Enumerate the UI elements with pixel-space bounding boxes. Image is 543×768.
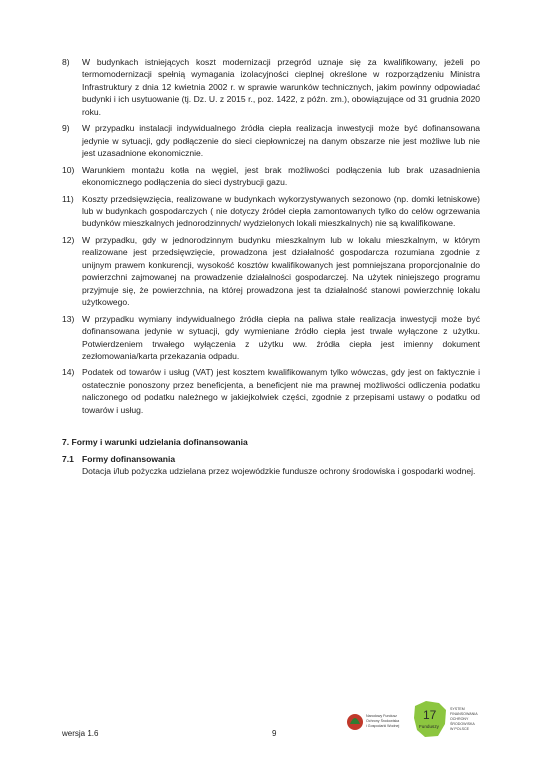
list-item xyxy=(62,193,480,230)
item-text: W budynkach istniejących koszt modernizacji przegród uznaje się za kwalifikowany, jeżeli po termomodernizacji spełnią wymagania izolacyjności cieplnej określone w rozporządzeniu Ministra Infrastruktury z dnia 12 kwietnia 2002 r. w sprawie warunków technicznych, jakim powinny odpowiadać budynki i ich usytuowanie (tj. Dz. U. z 2015 r., poz. 1422, z późn. zm.), obowiązujące od 31 grudnia 2020 roku. xyxy=(82,57,480,117)
svg-text:i Gospodarki Wodnej: i Gospodarki Wodnej xyxy=(366,724,400,728)
item-number: 9) xyxy=(62,123,70,134)
list-item xyxy=(62,122,480,159)
item-text: W przypadku instalacji indywidualnego źródła ciepła realizacja inwestycji może być dofinansowana jedynie w sytuacji, gdy podłączenie do sieci ciepłowniczej na danym obszarze nie jest możliwe lub nie jest uzasadnione ekonomicznie. xyxy=(82,123,480,159)
system-17-funduszy-logo xyxy=(412,698,484,740)
item-text: Warunkiem montażu kotła na węgiel, jest brak możliwości podłączenia lub brak uzasadnienia ekonomicznego podłączenia do sieci dystrybucji gazu. xyxy=(82,164,480,188)
item-number: 12) xyxy=(62,234,75,245)
svg-text:OCHRONY: OCHRONY xyxy=(450,717,469,721)
nfos-logo-text: Narodowy Fundusz xyxy=(366,714,397,718)
conditions-list xyxy=(62,56,480,420)
item-number: 13) xyxy=(62,313,75,324)
item-number: 10) xyxy=(62,164,75,175)
item-text: Koszty przedsięwzięcia, realizowane w budynkach wykorzystywanych sezonowo (np. domki letniskowe) lub w budynkach gospodarczych ( nie dotyczy źródeł ciepła zamontowanych tylko do celów ogrzewania budynków mieszkalnych jednorodzinnych/ wydzielonych lokali mieszkalnych) nie są kwalifikowane. xyxy=(82,193,480,229)
item-text: W przypadku, gdy w jednorodzinnym budynku mieszkalnym lub w lokalu mieszkalnym, w którym realizowane jest przedsięwzięcie, prowadzona jest działalność gospodarcza rozumiana zgodnie z unijnym prawem konkurencji, wysokość kosztów kwalifikowanych jest pomniejszana proporcjonalnie do powierzchni zajmowanej na prowadzenie działalności gospodarczej. Na użytek niniejszego programu przyjmuje się, że powierzchnia, na której prowadzona jest ta działalność stanowi powierzchnię lokalu użytkowego. xyxy=(82,234,480,308)
nfos-logo xyxy=(346,704,408,738)
item-number: 14) xyxy=(62,367,75,378)
list-item xyxy=(62,56,480,118)
subsection-body: Dotacja i/lub pożyczka udzielana przez wojewódzkie fundusze ochrony środowiska i gospodarki wodnej. xyxy=(82,466,476,477)
item-text: Podatek od towarów i usług (VAT) jest kosztem kwalifikowanym tylko wówczas, gdy jest on faktycznie i ostatecznie ponoszony przez beneficjenta, a beneficjent nie ma prawnej możliwości odliczenia podatku naliczonego od podatku należnego w jakiejkolwiek części, zgodnie z przepisami ustawy o podatku od towarów i usług. xyxy=(82,367,480,415)
svg-text:W POLSCE: W POLSCE xyxy=(450,727,469,731)
svg-text:FINANSOWANIA: FINANSOWANIA xyxy=(450,712,478,716)
item-number: 8) xyxy=(62,57,70,67)
section-heading: 7. Formy i warunki udzielania dofinansowania xyxy=(62,437,248,447)
system-number: 17 xyxy=(423,708,437,722)
list-item xyxy=(62,234,480,309)
list-item xyxy=(62,164,480,189)
subsection xyxy=(62,453,480,478)
page-number: 9 xyxy=(272,729,277,738)
system-label: Funduszy xyxy=(419,724,439,729)
list-item xyxy=(62,313,480,363)
subsection-number: 7.1 xyxy=(62,454,74,464)
item-text: W przypadku wymiany indywidualnego źródła ciepła na paliwa stałe realizacja inwestycji może być dofinansowana jedynie w sytuacji, gdy wymieniane źródło ciepła jest trwale wyłączone z użytku. Potwierdzeniem trwałego wyłączenia z użytku ww. źródła ciepła jest imienny dokument zezłomowania/karta przekazania odpadu. xyxy=(82,313,480,361)
item-number: 11) xyxy=(62,193,74,204)
svg-text:ŚRODOWISKA: ŚRODOWISKA xyxy=(450,722,475,726)
subsection-title: Formy dofinansowania xyxy=(82,454,176,464)
list-item xyxy=(62,366,480,416)
system-text: SYSTEM xyxy=(450,707,465,711)
footer-version: wersja 1.6 xyxy=(62,729,99,738)
svg-text:Ochrony Środowiska: Ochrony Środowiska xyxy=(366,719,400,723)
